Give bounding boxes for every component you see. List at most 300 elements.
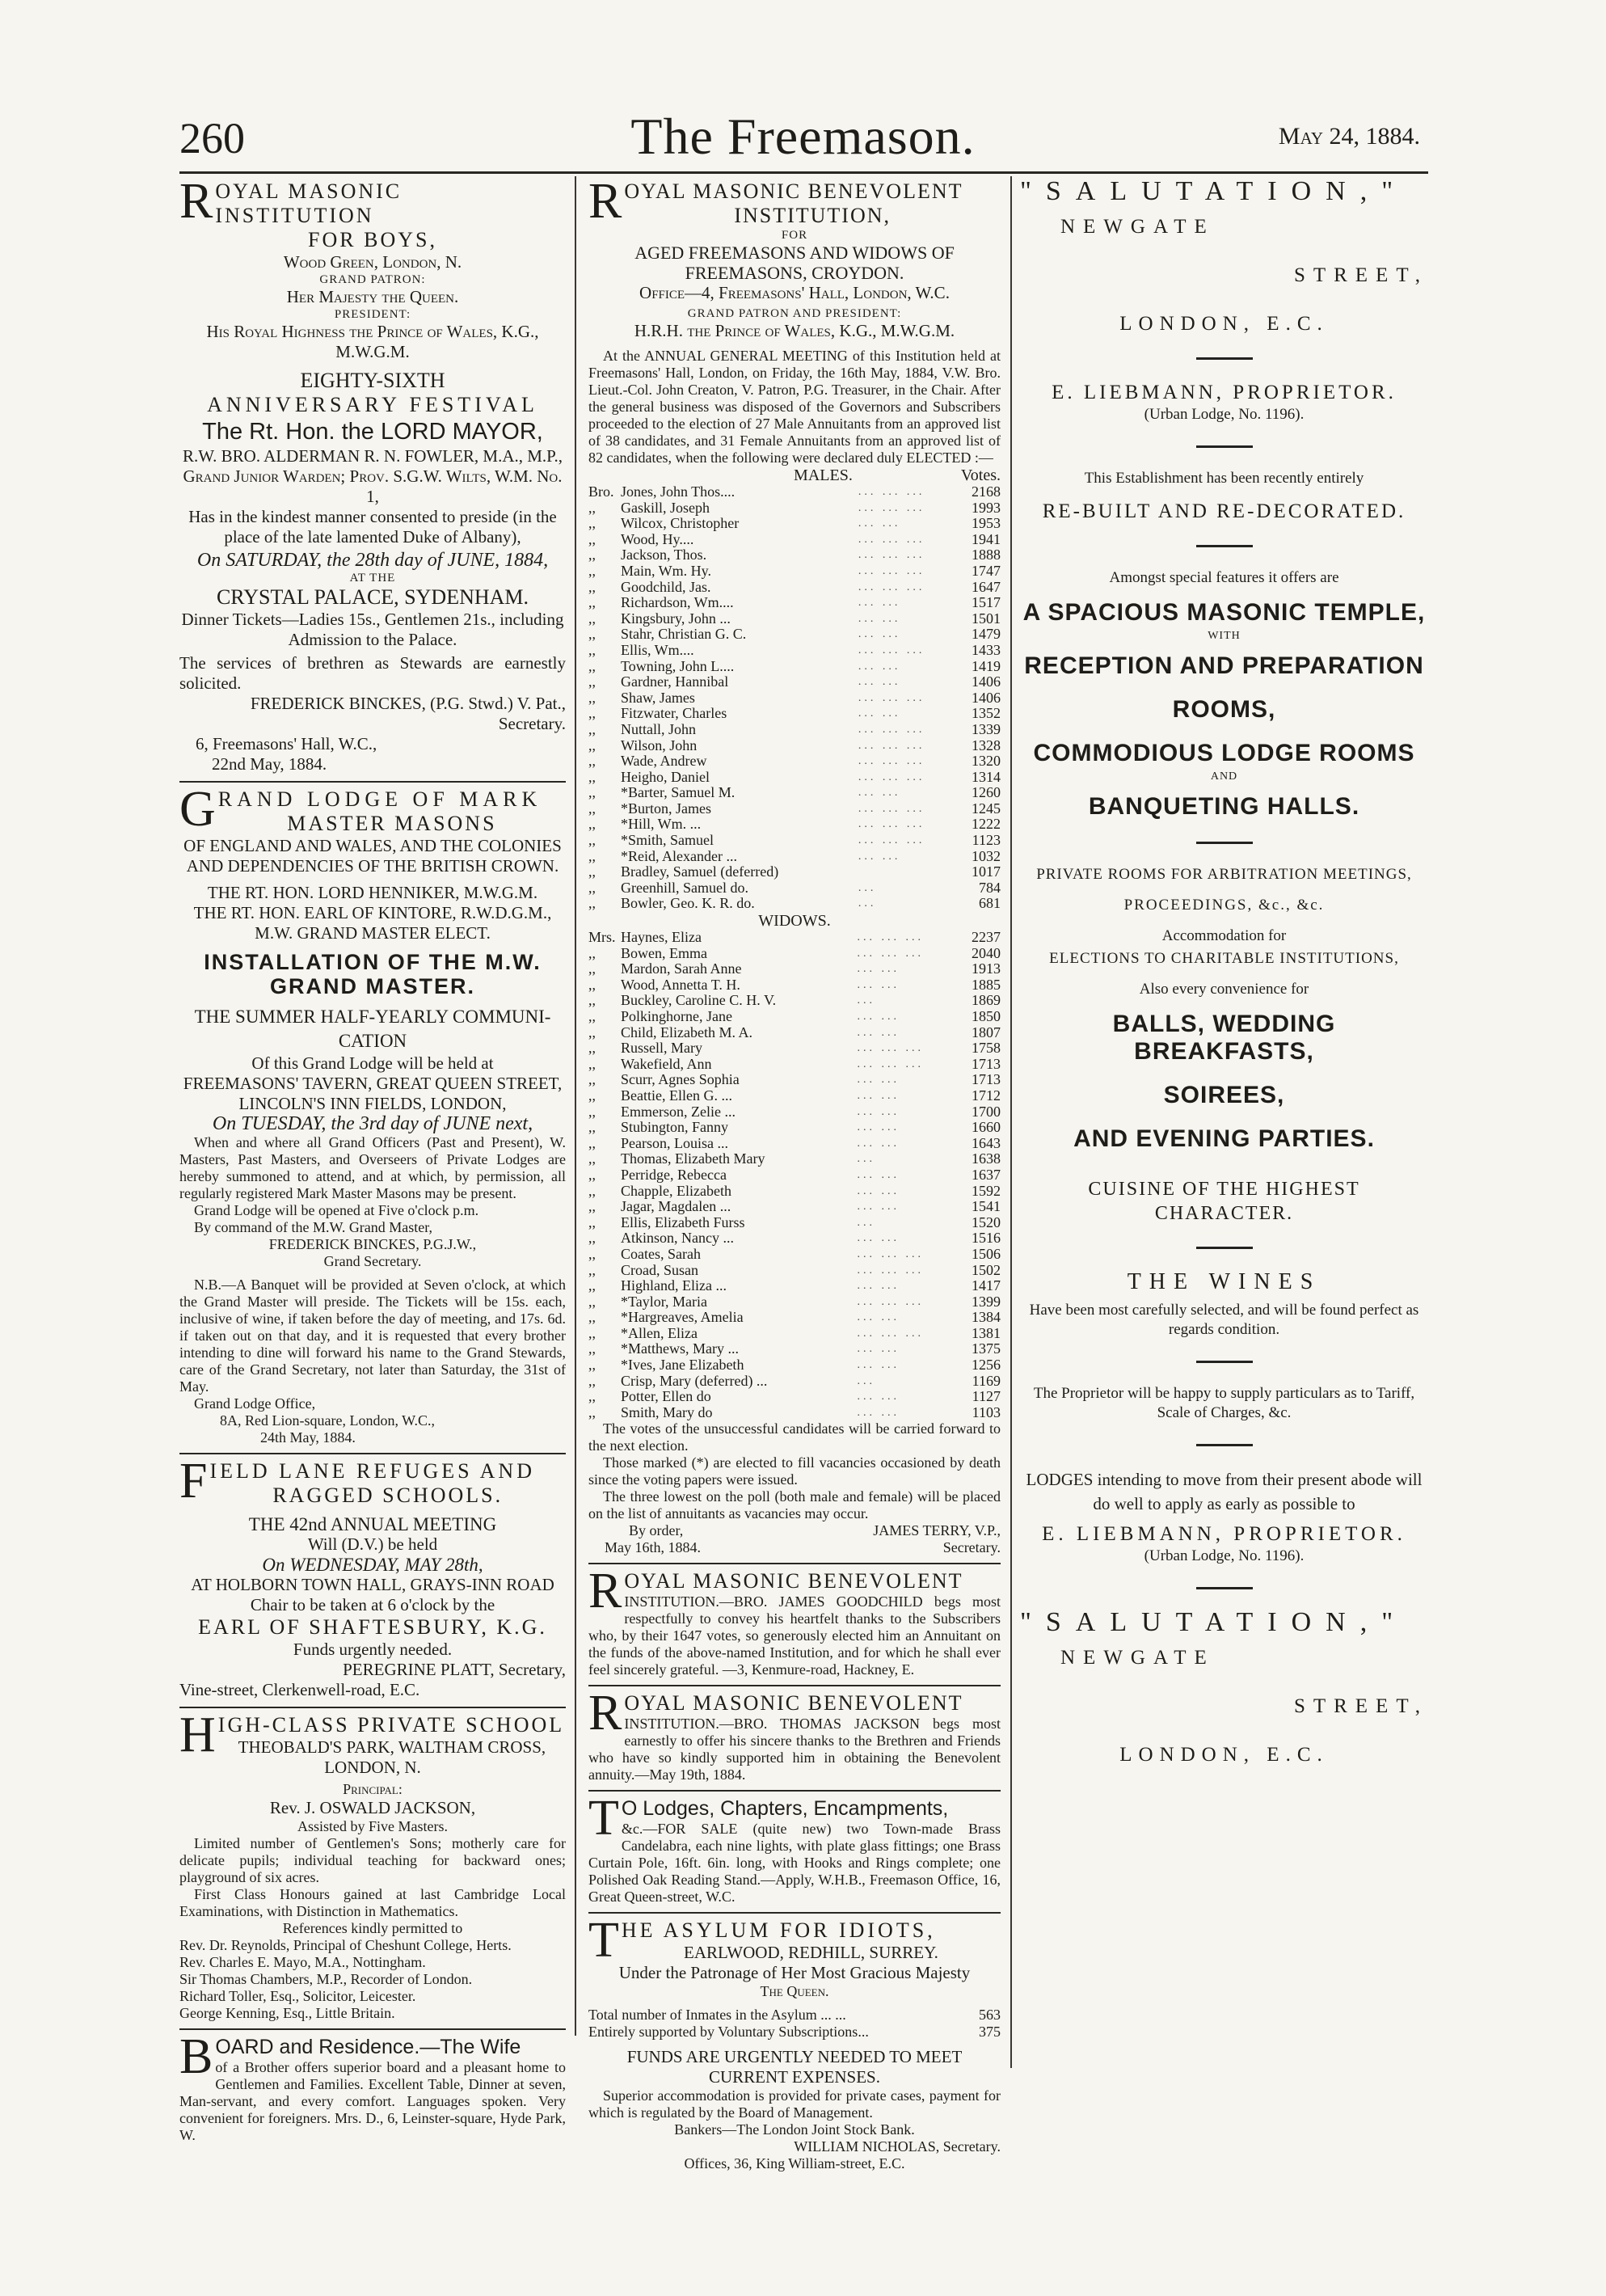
- feature: BANQUETING HALLS.: [1088, 793, 1360, 820]
- vote-count: 784: [979, 879, 1001, 896]
- honorific: ,,: [588, 1277, 596, 1294]
- leader-dots: ... ... ...: [857, 1327, 924, 1340]
- ornament-rule: [1196, 842, 1253, 844]
- principal: Rev. J. OSWALD JACKSON,: [269, 1798, 476, 1817]
- widow-annuitant-row: [588, 1294, 1001, 1310]
- venue: LINCOLN'S INN FIELDS, LONDON,: [238, 1094, 507, 1113]
- widow-annuitant-row: [588, 1374, 1001, 1390]
- candidate-name: Mardon, Sarah Anne: [621, 960, 742, 977]
- ad-goodchild-thanks: [588, 1564, 1001, 1678]
- ad-masonic-institution-boys: [179, 174, 566, 774]
- heading: CATION: [338, 1031, 407, 1051]
- male-annuitant-row: [588, 611, 1001, 627]
- ad-title-2: THEOBALD'S PARK, WALTHAM CROSS,: [238, 1737, 546, 1757]
- candidate-name: Smith, Mary do: [621, 1403, 713, 1420]
- ad-title-2: RAGGED SCHOOLS.: [272, 1484, 504, 1507]
- text: Under the Patronage of Her Most Gracious Majesty: [618, 1963, 971, 1983]
- male-annuitant-row: [588, 833, 1001, 849]
- honorific: ,,: [588, 753, 596, 770]
- vote-count: 1993: [972, 499, 1001, 516]
- honorific: ,,: [588, 641, 596, 658]
- ad-jackson-thanks: [588, 1686, 1001, 1783]
- vote-count: 1637: [972, 1166, 1001, 1183]
- vote-count: 1638: [972, 1150, 1001, 1167]
- text: Superior accommodation is provided for private cases, payment for which is regulated by the Board of Management.: [588, 2087, 1001, 2121]
- vote-count: 1888: [972, 547, 1001, 563]
- honorific: ,,: [588, 1182, 596, 1199]
- honorific: ,,: [588, 1023, 596, 1040]
- address: Grand Lodge Office,: [194, 1395, 316, 1412]
- signature: WILLIAM NICHOLAS, Secretary.: [794, 2138, 1001, 2155]
- honorific: ,,: [588, 960, 596, 977]
- leader-dots: ... ...: [858, 660, 901, 673]
- leader-dots: ... ... ...: [858, 770, 925, 783]
- text: OF ENGLAND AND WALES, AND THE COLONIES: [183, 836, 562, 855]
- text: Of this Grand Lodge will be held at: [251, 1053, 494, 1073]
- text: The services of brethren as Stewards are earnestly solicited.: [179, 653, 566, 693]
- label: Entirely supported by Voluntary Subscriptions...: [588, 2024, 869, 2041]
- dropcap: H: [179, 1707, 216, 1762]
- leader-dots: ... ...: [857, 1089, 900, 1102]
- feature: RECEPTION AND PREPARATION: [1024, 652, 1424, 679]
- candidate-name: *Hargreaves, Amelia: [621, 1309, 744, 1326]
- leader-dots: ... ... ...: [858, 755, 925, 768]
- leader-dots: ... ... ...: [858, 723, 925, 736]
- candidate-name: Ellis, Elizabeth Furss: [621, 1213, 745, 1230]
- widow-annuitant-row: [588, 1009, 1001, 1025]
- vote-count: 1245: [972, 800, 1001, 817]
- candidate-name: Scurr, Agnes Sophia: [621, 1071, 740, 1088]
- vote-count: 1885: [972, 976, 1001, 993]
- feature: SOIREES,: [1163, 1082, 1285, 1108]
- ornament-rule: [1196, 1444, 1253, 1446]
- proprietor: E. LIEBMANN, PROPRIETOR.: [1042, 1523, 1406, 1545]
- ornament-rule: [1196, 1361, 1253, 1363]
- text: THE RT. HON. LORD HENNIKER, M.W.G.M.: [207, 883, 538, 902]
- candidate-name: Beattie, Ellen G. ...: [621, 1087, 732, 1104]
- text: At the ANNUAL GENERAL MEETING of this Institution held at Freemasons' Hall, London, on Friday, the 16th May, 1884, V.W. Bro. Lieut.-Col. John Creaton, V. Patron, P.G. Treasurer, in the Chair. After the general business was disposed of the Governors and Subscribers proceeded to the election of 27 Male Annuitants from an approved list of 38 candidates, and 31 Female Annuitants from an approved list of 82 candidates, when the following were declared duly ELECTED :—: [588, 348, 1001, 466]
- candidate-name: Chapple, Elizabeth: [621, 1182, 731, 1199]
- leader-dots: ... ...: [858, 850, 901, 863]
- festival-line: EIGHTY-SIXTH: [300, 369, 445, 392]
- heading: FREEMASONS, CROYDON.: [685, 263, 904, 283]
- text: (Urban Lodge, No. 1196).: [1144, 406, 1305, 423]
- text: Will (D.V.) be held: [307, 1534, 438, 1554]
- candidate-name: Emmerson, Zelie ...: [621, 1103, 736, 1120]
- candidate-name: *Hill, Wm. ...: [621, 816, 702, 833]
- honorific: ,,: [588, 863, 596, 880]
- column-2: [588, 174, 1001, 2172]
- candidate-name: Highland, Eliza ...: [621, 1277, 727, 1294]
- text: Chair to be taken at 6 o'clock by the: [250, 1595, 495, 1614]
- male-annuitant-row: [588, 722, 1001, 738]
- vote-count: 1747: [972, 562, 1001, 579]
- leader-dots: ... ...: [858, 676, 901, 689]
- signature-title: Grand Secretary.: [323, 1253, 422, 1269]
- text: First Class Honours gained at last Cambridge Local Examinations, with Distinction in Mathematics.: [179, 1886, 566, 1919]
- candidate-name: Wilson, John: [621, 736, 698, 753]
- vote-count: 1017: [972, 863, 1001, 880]
- dropcap: T: [588, 1913, 619, 1969]
- leader-dots: ... ... ...: [858, 580, 925, 593]
- honorific: ,,: [588, 1324, 596, 1341]
- male-annuitant-row: [588, 849, 1001, 865]
- honorific: ,,: [588, 657, 596, 674]
- candidate-name: Crisp, Mary (deferred) ...: [621, 1372, 768, 1389]
- candidate-name: Wood, Hy....: [621, 530, 694, 547]
- signature-line: [588, 1522, 1001, 1539]
- ad-asylum-for-idiots: [588, 1913, 1001, 2172]
- widow-annuitant-row: [588, 1120, 1001, 1136]
- vote-count: 1660: [972, 1119, 1001, 1136]
- ad-text: &c.—FOR SALE (quite new) two Town-made Brass Candelabra, each nine lights, with plate glass fittings; one Brass Curtain Pole, 16ft. 6in. long, with Hooks and Rings complete; one Polished Oak Reading Stand.—Apply, W.H.B., Freemason Office, 16, Great Queen-street, W.C.: [588, 1821, 1001, 1906]
- vote-count: 1517: [972, 594, 1001, 611]
- ad-private-school: [179, 1707, 566, 2022]
- honorific: ,,: [588, 1198, 596, 1215]
- honorific: ,,: [588, 1150, 596, 1167]
- signature: JAMES TERRY, V.P.,: [873, 1522, 1001, 1539]
- heading: CURRENT EXPENSES.: [709, 2067, 880, 2087]
- vote-count: 1417: [972, 1277, 1001, 1294]
- males-header: [588, 466, 1001, 484]
- text: Bankers—The London Joint Stock Bank.: [674, 2121, 915, 2138]
- honorific: ,,: [588, 1309, 596, 1326]
- dropcap: B: [179, 2029, 213, 2084]
- leader-dots: ... ... ...: [858, 739, 925, 752]
- heading: INSTALLATION OF THE M.W.: [204, 950, 542, 974]
- leader-dots: ... ... ...: [857, 931, 924, 944]
- date: 22nd May, 1884.: [212, 754, 327, 774]
- candidate-name: Goodchild, Jas.: [621, 578, 711, 595]
- note: The votes of the unsuccessful candidates will be carried forward to the next election.: [588, 1420, 1001, 1454]
- ad-title-2: INSTITUTION,: [734, 204, 892, 227]
- widow-annuitant-row: [588, 1278, 1001, 1294]
- reference: George Kenning, Esq., Little Britain.: [179, 2005, 395, 2021]
- feature: COMMODIOUS LODGE ROOMS: [1033, 740, 1415, 766]
- vote-count: 1713: [972, 1071, 1001, 1088]
- male-annuitant-row: [588, 896, 1001, 912]
- honorific: ,,: [588, 847, 596, 864]
- address: Offices, 36, King William-street, E.C.: [684, 2155, 905, 2172]
- leader-dots: ... ... ...: [858, 644, 925, 656]
- male-annuitant-row: [588, 580, 1001, 596]
- leader-dots: ... ...: [857, 1121, 900, 1134]
- vote-count: 1406: [972, 673, 1001, 690]
- leader-dots: ... ...: [857, 1406, 900, 1419]
- widow-annuitant-row: [588, 1184, 1001, 1200]
- male-annuitant-row: [588, 674, 1001, 690]
- leader-dots: ... ...: [857, 978, 900, 991]
- honorific: ,,: [588, 594, 596, 611]
- page-number: 260: [179, 114, 245, 162]
- divider: [588, 1563, 1001, 1564]
- divider: [588, 1790, 1001, 1792]
- text: LONDON, E.C.: [1119, 1744, 1329, 1766]
- candidate-name: Kingsbury, John ...: [621, 610, 731, 627]
- candidate-name: Ellis, Wm....: [621, 641, 694, 658]
- candidate-name: Thomas, Elizabeth Mary: [621, 1150, 765, 1167]
- widow-annuitant-row: [588, 1057, 1001, 1073]
- feature: ROOMS,: [1172, 696, 1276, 723]
- male-annuitant-row: [588, 500, 1001, 517]
- column-rule-1: [575, 176, 576, 2036]
- vote-count: 1516: [972, 1230, 1001, 1247]
- salutation-heading: "SALUTATION,": [1020, 1607, 1408, 1637]
- ornament-rule: [1196, 545, 1253, 547]
- text: By command of the M.W. Grand Master,: [194, 1219, 433, 1235]
- text: AND DEPENDENCIES OF THE BRITISH CROWN.: [186, 856, 559, 876]
- candidate-name: *Taylor, Maria: [621, 1293, 707, 1310]
- column-1: [179, 174, 566, 2143]
- candidate-name: Haynes, Eliza: [621, 929, 702, 946]
- leader-dots: ... ...: [858, 517, 901, 530]
- candidate-name: Bradley, Samuel (deferred): [621, 863, 779, 880]
- honorific: ,,: [588, 547, 596, 563]
- venue: AT HOLBORN TOWN HALL, GRAYS-INN ROAD: [191, 1575, 554, 1594]
- leader-dots: ...: [858, 897, 877, 910]
- label: GRAND PATRON:: [319, 273, 426, 286]
- date: May 16th, 1884.: [605, 1539, 701, 1556]
- reference: Rev. Dr. Reynolds, Principal of Cheshunt College, Herts.: [179, 1937, 512, 1953]
- text: Assisted by Five Masters.: [297, 1818, 448, 1834]
- honorific: ,,: [588, 1340, 596, 1357]
- text: STREET,: [1293, 1695, 1428, 1717]
- male-annuitant-row: [588, 880, 1001, 897]
- vote-count: 2168: [972, 483, 1001, 500]
- ad-text: INSTITUTION.—BRO. JAMES GOODCHILD begs most respectfully to convey his heartfelt thanks to the Subscribers who, by their 1647 votes, so generously elected him an Annuitant on the funds of the above-named Institution, and for which he shall ever feel sincerely grateful. —3, Kenmure-road, Hackney, E.: [588, 1593, 1001, 1678]
- ad-title: OYAL MASONIC BENEVOLENT: [624, 1691, 963, 1716]
- candidate-name: Gaskill, Joseph: [621, 499, 710, 516]
- vote-count: 1807: [972, 1023, 1001, 1040]
- widow-annuitant-row: [588, 1167, 1001, 1184]
- leader-dots: ... ...: [857, 1343, 900, 1356]
- address: Vine-street, Clerkenwell-road, E.C.: [179, 1680, 420, 1699]
- signature: FREDERICK BINCKES, P.G.J.W.,: [268, 1236, 477, 1252]
- leader-dots: ... ... ...: [857, 947, 924, 960]
- text: CUISINE OF THE HIGHEST CHARACTER.: [1088, 1179, 1360, 1224]
- text: (Urban Lodge, No. 1196).: [1144, 1547, 1305, 1564]
- honorific: ,,: [588, 1293, 596, 1310]
- leader-dots: ... ...: [857, 963, 900, 976]
- vote-count: 1501: [972, 610, 1001, 627]
- text: AT THE: [349, 572, 396, 585]
- honorific: ,,: [588, 976, 596, 993]
- leader-dots: ...: [857, 1153, 875, 1166]
- event-date: On WEDNESDAY, MAY 28th,: [262, 1555, 483, 1575]
- candidate-name: Wade, Andrew: [621, 753, 707, 770]
- honorific: ,,: [588, 736, 596, 753]
- value: 375: [979, 2024, 1001, 2041]
- widow-annuitant-row: [588, 1230, 1001, 1247]
- heading: GRAND MASTER.: [270, 974, 475, 998]
- leader-dots: ... ... ...: [858, 818, 925, 831]
- ad-title: IELD LANE REFUGES AND: [209, 1459, 535, 1483]
- leader-dots: ...: [857, 994, 875, 1007]
- ad-title: OYAL MASONIC INSTITUTION: [215, 179, 403, 227]
- candidate-name: Stahr, Christian G. C.: [621, 626, 747, 643]
- candidate-name: Gardner, Hannibal: [621, 673, 729, 690]
- ad-grand-lodge-mark-masters: [179, 782, 566, 1446]
- supported-row: [588, 2024, 1001, 2041]
- text: Amongst special features it offers are: [1109, 569, 1339, 586]
- widow-annuitant-row: [588, 1263, 1001, 1279]
- leader-dots: ... ... ...: [857, 1057, 924, 1070]
- ad-text: of a Brother offers superior board and a pleasant home to Gentlemen and Families. Excellent Table, Dinner at seven, Man-servant, and every comfort. Languages spoken. Very convenient for foreigners. Mrs. D., 6, Leinster-square, Hyde Park, W.: [179, 2059, 566, 2143]
- address: Office—4, Freemasons' Hall, London, W.C.: [639, 283, 950, 302]
- widow-annuitant-row: [588, 1072, 1001, 1088]
- vote-count: 1123: [972, 832, 1001, 849]
- vote-count: 1869: [972, 992, 1001, 1009]
- chairman: The Rt. Hon. the LORD MAYOR,: [202, 419, 543, 445]
- vote-count: 1713: [972, 1055, 1001, 1072]
- ad-title: OYAL MASONIC BENEVOLENT: [624, 1569, 963, 1593]
- male-annuitant-row: [588, 706, 1001, 722]
- label: Total number of Inmates in the Asylum ... ...: [588, 2007, 846, 2024]
- leader-dots: ...: [857, 1216, 875, 1229]
- signature-title: Secretary.: [942, 1539, 1001, 1556]
- inmates-row: [588, 2007, 1001, 2024]
- widow-annuitant-row: [588, 1341, 1001, 1357]
- note: The three lowest on the poll (both male and female) will be placed on the list of annuitants as vacancies may occur.: [588, 1488, 1001, 1522]
- leader-dots: ... ...: [857, 1137, 900, 1150]
- signature: FREDERICK BINCKES, (P.G. Stwd.) V. Pat., Secretary.: [250, 694, 566, 733]
- honorific: ,,: [588, 1403, 596, 1420]
- vote-count: 1320: [972, 753, 1001, 770]
- vote-count: 1260: [972, 784, 1001, 801]
- candidate-name: Bowen, Emma: [621, 944, 707, 961]
- male-annuitant-row: [588, 643, 1001, 659]
- leader-dots: ... ... ...: [857, 1247, 924, 1260]
- widow-annuitant-row: [588, 1357, 1001, 1374]
- male-annuitant-row: [588, 801, 1001, 817]
- widow-annuitant-row: [588, 1199, 1001, 1215]
- widow-annuitant-row: [588, 1310, 1001, 1326]
- male-annuitant-row: [588, 785, 1001, 801]
- honorific: ,,: [588, 800, 596, 817]
- honorific: ,,: [588, 1119, 596, 1136]
- honorific: ,,: [588, 1055, 596, 1072]
- ad-title: OYAL MASONIC BENEVOLENT: [624, 179, 963, 203]
- widow-annuitant-row: [588, 961, 1001, 977]
- honorific: ,,: [588, 816, 596, 833]
- honorific: Mrs.: [588, 929, 616, 946]
- votes-label: Votes.: [960, 466, 1001, 484]
- text: Have been most carefully selected, and will be found perfect as regards condition.: [1029, 1302, 1419, 1338]
- reference: Rev. Charles E. Mayo, M.A., Nottingham.: [179, 1954, 426, 1970]
- leader-dots: ... ...: [857, 1011, 900, 1023]
- ad-lodges-for-sale: [588, 1791, 1001, 1906]
- patron: H.R.H. the Prince of Wales, K.G., M.W.G.M.: [634, 321, 955, 340]
- leader-dots: ...: [858, 881, 877, 894]
- male-annuitant-row: [588, 516, 1001, 532]
- leader-dots: ... ... ...: [858, 486, 925, 498]
- male-annuitant-row: [588, 484, 1001, 500]
- text: NEWGATE: [1060, 216, 1215, 238]
- honorific: ,,: [588, 879, 596, 896]
- divider: [179, 1707, 566, 1708]
- honorific: ,,: [588, 768, 596, 785]
- leader-dots: ... ...: [857, 1311, 900, 1324]
- honorific: ,,: [588, 992, 596, 1009]
- leader-dots: ... ...: [858, 612, 901, 625]
- text: Has in the kindest manner consented to preside (in the place of the late lamented Duke of Albany),: [188, 507, 557, 547]
- heading: FUNDS ARE URGENTLY NEEDED TO MEET: [626, 2047, 963, 2067]
- heading: AGED FREEMASONS AND WIDOWS OF: [634, 243, 955, 263]
- widows-table: [588, 930, 1001, 1420]
- label: Principal:: [343, 1781, 403, 1797]
- candidate-name: Shaw, James: [621, 689, 695, 706]
- candidate-name: Coates, Sarah: [621, 1245, 701, 1262]
- male-annuitant-row: [588, 864, 1001, 880]
- text: The Proprietor will be happy to supply particulars as to Tariff, Scale of Charges, &c.: [1033, 1385, 1415, 1421]
- vote-count: 1647: [972, 578, 1001, 595]
- column-rule-2: [1010, 176, 1012, 2068]
- leader-dots: ... ... ...: [858, 549, 925, 562]
- address: Wood Green, London, N.: [283, 252, 462, 272]
- leader-dots: ... ... ...: [858, 802, 925, 815]
- value: 563: [979, 2007, 1001, 2024]
- leader-dots: ... ...: [858, 707, 901, 720]
- candidate-name: Pearson, Louisa ...: [621, 1134, 728, 1151]
- text: PROCEEDINGS, &c., &c.: [1123, 897, 1325, 914]
- candidate-name: *Matthews, Mary ...: [621, 1340, 739, 1357]
- venue: FREEMASONS' TAVERN, GREAT QUEEN STREET,: [183, 1074, 563, 1093]
- leader-dots: ... ...: [857, 1105, 900, 1118]
- text: References kindly permitted to: [282, 1920, 463, 1936]
- ad-title: IGH-CLASS PRIVATE SCHOOL: [217, 1713, 565, 1737]
- text: Limited number of Gentlemen's Sons; motherly care for delicate pupils; individual teaching for backward ones; playground of six acres.: [179, 1835, 566, 1885]
- honorific: ,,: [588, 944, 596, 961]
- event-date: On TUESDAY, the 3rd day of JUNE next,: [212, 1113, 533, 1134]
- text: PRIVATE ROOMS FOR ARBITRATION MEETINGS,: [1036, 866, 1412, 883]
- label: GRAND PATRON AND PRESIDENT:: [687, 307, 902, 320]
- ad-title: HE ASYLUM FOR IDIOTS,: [621, 1918, 936, 1943]
- leader-dots: ... ... ...: [858, 691, 925, 704]
- candidate-name: Stubington, Fanny: [621, 1119, 729, 1136]
- vote-count: 1953: [972, 515, 1001, 532]
- widow-annuitant-row: [588, 1215, 1001, 1231]
- candidate-name: *Burton, James: [621, 800, 711, 817]
- male-annuitant-row: [588, 532, 1001, 548]
- male-annuitant-row: [588, 627, 1001, 643]
- vote-count: 1352: [972, 705, 1001, 722]
- leader-dots: ... ...: [857, 1359, 900, 1372]
- widow-annuitant-row: [588, 930, 1001, 946]
- honorific: ,,: [588, 673, 596, 690]
- text: N.B.—A Banquet will be provided at Seven o'clock, at which the Grand Master will preside. The Tickets will be 15s. each, inclusive of wine, if taken before the day of meeting, and 17s. 6d. if taken out on that day, and it is requested that every brother intending to dine will forward his name to the Grand Stewards, care of the Grand Secretary, not later than Saturday, the 31st of May.: [179, 1277, 566, 1395]
- widows-label: WIDOWS.: [758, 912, 831, 931]
- honorific: ,,: [588, 1008, 596, 1024]
- dropcap: G: [179, 782, 216, 837]
- widow-annuitant-row: [588, 1247, 1001, 1263]
- leader-dots: [858, 864, 959, 880]
- candidate-name: *Barter, Samuel M.: [621, 784, 736, 801]
- candidate-name: Polkinghorne, Jane: [621, 1008, 732, 1024]
- vote-count: 1502: [972, 1261, 1001, 1278]
- feature: AND EVENING PARTIES.: [1073, 1125, 1375, 1152]
- widow-annuitant-row: [588, 977, 1001, 994]
- text: The Queen.: [760, 1983, 829, 2000]
- widow-annuitant-row: [588, 993, 1001, 1009]
- masthead-title: The Freemason.: [630, 108, 976, 165]
- ornament-rule: [1196, 1247, 1253, 1249]
- vote-count: 1712: [972, 1087, 1001, 1104]
- date: 24th May, 1884.: [260, 1429, 356, 1446]
- divider: [179, 2028, 566, 2030]
- honorific: ,,: [588, 1372, 596, 1389]
- text: This Establishment has been recently entirely: [1084, 470, 1364, 487]
- honorific: ,,: [588, 1357, 596, 1374]
